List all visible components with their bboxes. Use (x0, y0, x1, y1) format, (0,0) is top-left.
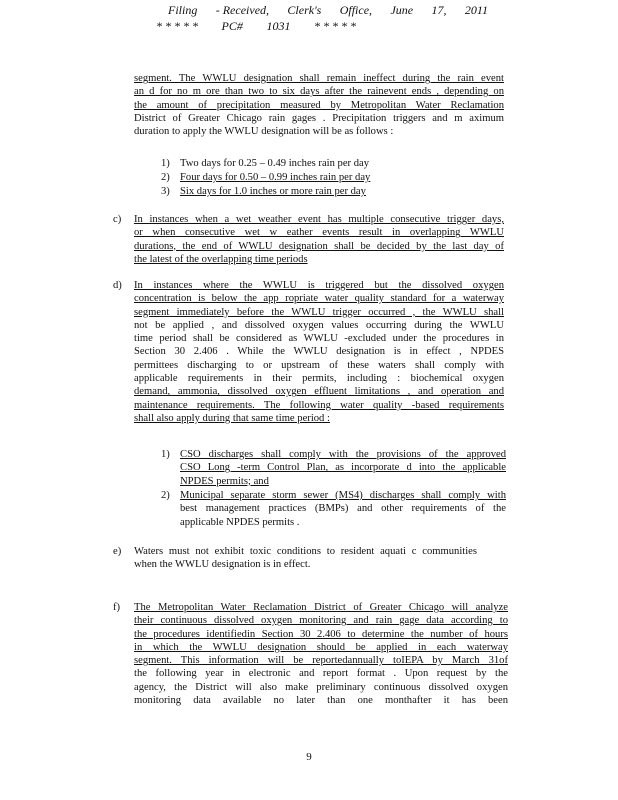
header-word: Clerk's (287, 3, 322, 17)
page-number: 9 (306, 751, 312, 763)
text-line: monitoring data available no later than one monthafter it has been (134, 695, 508, 707)
text-line: segment immediately before the WWLU trigger occurred , the WWLU shall (134, 306, 504, 318)
header-word: Filing (168, 3, 198, 17)
text-line: or when consecutive wet w eather events result in overlapping WWLU (134, 227, 504, 239)
text-line: the following year in electronic and report format . Upon request by the (134, 668, 508, 680)
text-line: segment. The WWLU designation shall remain ineffect during the rain event (134, 73, 504, 84)
filing-header-line2 (156, 19, 356, 34)
text-line: applicable NPDES permits . (180, 516, 300, 528)
paragraph-label: c) (113, 214, 122, 225)
list-label: 2) (161, 490, 170, 501)
text-line: demand, ammonia, dissolved oxygen effluent limitations , and operation and (134, 386, 504, 398)
header-word: - Received, (215, 3, 270, 17)
text-line: maintenance requirements. The following water quality -based requirements (134, 399, 504, 411)
text-line: when the WWLU designation is in effect. (134, 559, 311, 571)
paragraph-label: f) (113, 602, 121, 613)
text-line: not be applied , and dissolved oxygen values occurring during the WWLU (134, 319, 504, 331)
text-line: In instances where the WWLU is triggered but the dissolved oxygen (134, 280, 504, 291)
text-line: the procedures identifiedin Section 30 2.406 to determine the number of hours (134, 628, 508, 640)
header-word: 2011 (464, 3, 488, 17)
list-item: Two days for 0.25 – 0.49 inches rain per day (180, 158, 370, 169)
paragraph-label: e) (113, 546, 122, 557)
list-item (180, 489, 506, 529)
header-word: Office, (339, 3, 373, 17)
paragraph-label: d) (113, 280, 122, 291)
text-line: best management practices (BMPs) and other requirements of the (180, 503, 506, 515)
header-word: PC# (221, 19, 243, 33)
intro-paragraph (134, 72, 504, 138)
paragraph-d (134, 279, 504, 425)
text-line: their continuous dissolved oxygen monitoring and rain gage data according to (134, 615, 508, 627)
list-item (180, 448, 506, 488)
header-word: June (390, 3, 414, 17)
header-word: 17, (431, 3, 447, 17)
filing-header-line1 (168, 3, 488, 18)
text-line: permittees discharging to or upstream of these waters shall comply with (134, 359, 504, 371)
text-line: segment. This information will be reportedannually toIEPA by March 31of (134, 655, 508, 667)
text-line: the amount of precipitation measured by Metropolitan Water Reclamation (134, 99, 504, 111)
list-item: Four days for 0.50 – 0.99 inches rain per day (180, 172, 371, 183)
text-line: time period shall be considered as WWLU -excluded under the procedures in (134, 333, 504, 345)
text-line: shall also apply during that same time period : (134, 412, 330, 424)
header-stars: * * * * * (156, 19, 198, 33)
text-line: Section 30 2.406 . While the WWLU designation is in effect , NPDES (134, 346, 504, 358)
text-line: an d for no m ore than two to six days after the rainevent ends , depending on (134, 86, 504, 98)
list-item: Six days for 1.0 inches or more rain per day (180, 186, 366, 197)
text-line: The Metropolitan Water Reclamation District of Greater Chicago will analyze (134, 602, 508, 613)
header-word: 1031 (266, 19, 291, 33)
header-stars: * * * * * (313, 19, 356, 33)
list-label: 1) (161, 158, 170, 169)
paragraph-e (134, 545, 477, 572)
text-line: CSO Long -term Control Plan, as incorporate d into the applicable (180, 462, 506, 474)
text-line: durations, the end of WWLU designation shall be decided by the last day of (134, 240, 504, 252)
text-line: NPDES permits; and (180, 475, 269, 487)
paragraph-f (134, 601, 508, 707)
list-label: 1) (161, 449, 170, 460)
list-label: 2) (161, 172, 170, 183)
text-line: the latest of the overlapping time periods (134, 253, 308, 265)
text-line: District of Greater Chicago rain gages . Precipitation triggers and m aximum (134, 112, 504, 124)
text-line: in which the WWLU designation should be applied in each waterway (134, 641, 508, 653)
text-line: In instances when a wet weather event has multiple consecutive trigger days, (134, 214, 504, 225)
text-line: Municipal separate storm sewer (MS4) discharges shall comply with (180, 490, 506, 501)
list-label: 3) (161, 186, 170, 197)
text-line: applicable requirements in their permits, including : biochemical oxygen (134, 373, 504, 385)
text-line: CSO discharges shall comply with the provisions of the approved (180, 449, 506, 460)
text-line: concentration is below the app ropriate water quality standard for a waterway (134, 293, 504, 305)
paragraph-c (134, 213, 504, 266)
text-line: duration to apply the WWLU designation will be as follows : (134, 126, 394, 138)
text-line: agency, the District will also make preliminary continuous dissolved oxygen (134, 681, 508, 693)
text-line: Waters must not exhibit toxic conditions to resident aquati c communities (134, 546, 477, 557)
